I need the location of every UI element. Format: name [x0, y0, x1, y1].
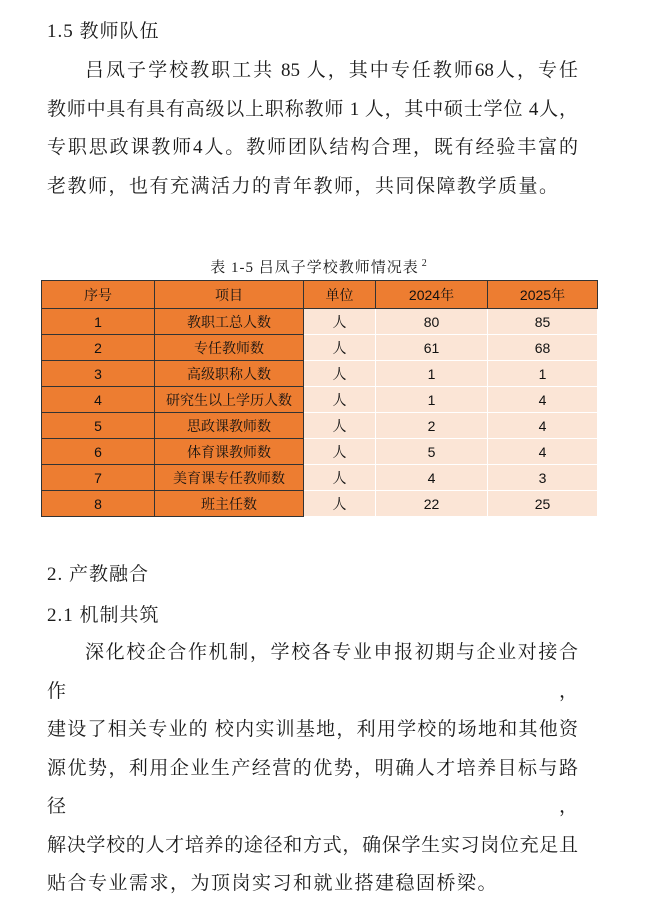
paragraph-line: 源优势，利用企业生产经营的优势，明确人才培养目标与路径，: [47, 757, 578, 817]
table-row: [42, 309, 598, 335]
table-label-cell: 美育课专任教师数: [155, 465, 304, 491]
table-data-cell: 人: [304, 361, 376, 387]
table-header-row: [42, 281, 598, 309]
table-row: [42, 439, 598, 465]
table-row: [42, 335, 598, 361]
table-data-cell: 22: [376, 491, 488, 517]
table-data-cell: 1: [376, 387, 488, 413]
table-data-cell: 4: [488, 413, 598, 439]
table-row: [42, 387, 598, 413]
table-label-cell: 8: [42, 491, 155, 517]
table-data-cell: 2: [376, 413, 488, 439]
table-data-cell: 61: [376, 335, 488, 361]
table-data-cell: 人: [304, 309, 376, 335]
table-label-cell: 6: [42, 439, 155, 465]
table-label-cell: 教职工总人数: [155, 309, 304, 335]
table-data-cell: 85: [488, 309, 598, 335]
teacher-team-paragraph: [47, 52, 578, 206]
table-data-cell: 4: [488, 439, 598, 465]
table-label-cell: 体育课教师数: [155, 439, 304, 465]
teacher-stats-table: [41, 280, 598, 517]
table-label-cell: 高级职称人数: [155, 361, 304, 387]
table-data-cell: 人: [304, 387, 376, 413]
table-data-cell: 人: [304, 335, 376, 361]
paragraph-line: 专职思政课教师4人。教师团队结构合理，既有经验丰富的: [47, 137, 578, 158]
table-data-cell: 人: [304, 465, 376, 491]
table-row: [42, 465, 598, 491]
table-data-cell: 人: [304, 439, 376, 465]
table-data-cell: 25: [488, 491, 598, 517]
table-label-cell: 研究生以上学历人数: [155, 387, 304, 413]
paragraph-line: 老教师，也有充满活力的青年教师，共同保障教学质量。: [47, 175, 560, 197]
table-caption-footnote-ref: 2: [421, 258, 428, 269]
section-2-heading: 2. 产教融合: [47, 564, 150, 585]
table-row: [42, 491, 598, 517]
table-data-cell: 1: [488, 361, 598, 387]
table-column-header: 单位: [304, 281, 376, 309]
section-1-5-heading: 1.5 教师队伍: [47, 21, 160, 42]
table-column-header: 2024年: [376, 281, 488, 309]
table-row: [42, 413, 598, 439]
table-data-cell: 80: [376, 309, 488, 335]
table-data-cell: 人: [304, 491, 376, 517]
table-data-cell: 5: [376, 439, 488, 465]
table-label-cell: 2: [42, 335, 155, 361]
table-data-cell: 4: [376, 465, 488, 491]
section-2-1-heading: 2.1 机制共筑: [47, 605, 160, 626]
table-column-header: 2025年: [488, 281, 598, 309]
paragraph-line: 解决学校的人才培养的途径和方式，确保学生实习岗位充足且: [47, 834, 578, 856]
table-column-header: 序号: [42, 281, 155, 309]
table-column-header: 项目: [155, 281, 304, 309]
table-caption: [41, 254, 597, 278]
table-label-cell: 4: [42, 387, 155, 413]
table-label-cell: 7: [42, 465, 155, 491]
table-data-cell: 人: [304, 413, 376, 439]
table-label-cell: 思政课教师数: [155, 413, 304, 439]
table-data-cell: 1: [376, 361, 488, 387]
paragraph-line: 吕凤子学校教职工共 85 人，其中专任教师68人，专任: [85, 60, 578, 81]
paragraph-line: 深化校企合作机制，学校各专业申报初期与企业对接合作，: [47, 642, 578, 702]
table-data-cell: 4: [488, 387, 598, 413]
paragraph-line: 贴合专业需求，为顶岗实习和就业搭建稳固桥梁。: [47, 873, 499, 894]
table-label-cell: 1: [42, 309, 155, 335]
document-page: [0, 21, 650, 894]
table-data-cell: 68: [488, 335, 598, 361]
paragraph-line: 教师中具有具有高级以上职称教师 1 人，其中硕士学位 4人，: [47, 98, 578, 120]
integration-paragraph: [47, 634, 578, 904]
table-label-cell: 5: [42, 413, 155, 439]
table-label-cell: 专任教师数: [155, 335, 304, 361]
table-label-cell: 3: [42, 361, 155, 387]
table-label-cell: 班主任数: [155, 491, 304, 517]
table-caption-text: 表 1-5 吕凤子学校教师情况表: [210, 260, 419, 276]
table-row: [42, 361, 598, 387]
table-data-cell: 3: [488, 465, 598, 491]
paragraph-line: 建设了相关专业的 校内实训基地，利用学校的场地和其他资: [47, 719, 578, 740]
